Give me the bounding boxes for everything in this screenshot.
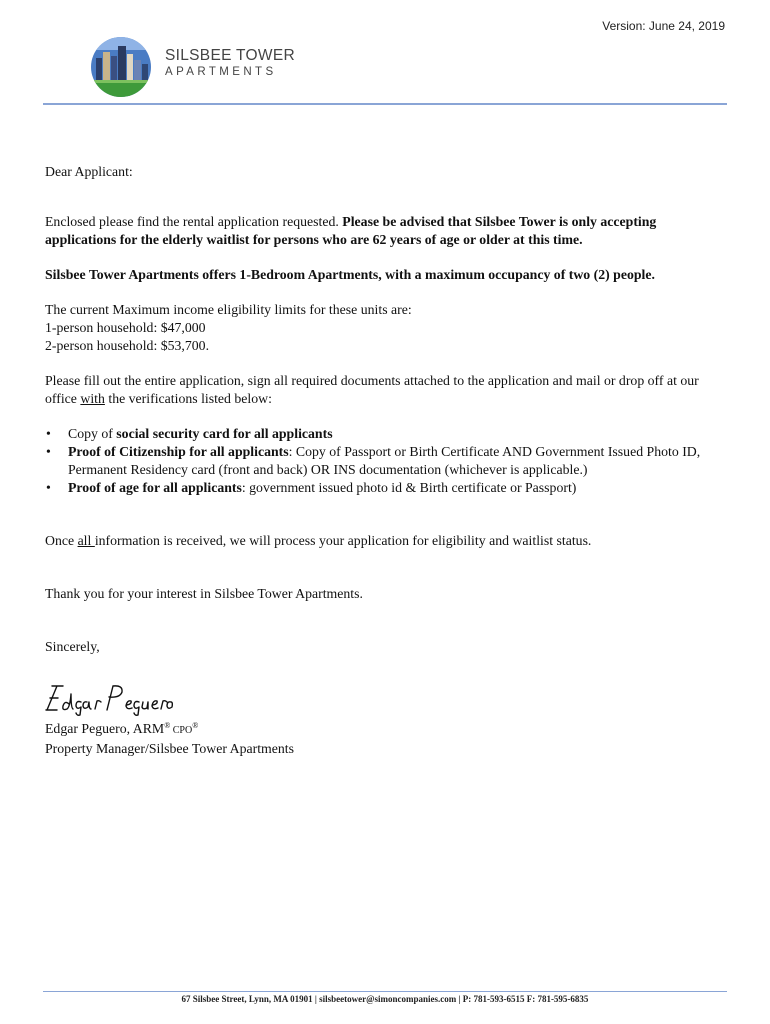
processing-text-a: Once: [45, 533, 78, 548]
bullet-icon: •: [46, 480, 51, 495]
bullet-icon: •: [46, 426, 51, 441]
registered-mark: ®: [164, 721, 171, 730]
list-item: [45, 425, 730, 443]
thank-you: Thank you for your interest in Silsbee Tower Apartments.: [45, 586, 363, 601]
greeting: Dear Applicant:: [45, 164, 133, 179]
paragraph-eligibility: [45, 213, 730, 249]
limit-one-person: 1-person household: $47,000: [45, 320, 206, 335]
header-divider: [43, 103, 727, 105]
processing-text-b: information is received, we will process your application for eligibility and waitlist status.: [94, 533, 592, 548]
footer-divider: [43, 991, 727, 992]
eligibility-notice: Please be advised that Silsbee Tower is only accepting applications for the elderly waitlist for persons who are 62 years of age or older at this time.: [45, 214, 657, 247]
signatory-name: [45, 720, 294, 740]
letter-body: [45, 163, 730, 656]
paragraph-instructions: [45, 372, 730, 408]
item-text: : government issued photo id & Birth certificate or Passport): [241, 480, 577, 495]
cpo-credential: CPO: [170, 725, 193, 736]
name-text: Edgar Peguero, ARM: [45, 721, 165, 736]
item-bold: social security card for all applicants: [116, 426, 333, 441]
item-bold: Proof of age for all applicants: [68, 480, 242, 495]
instructions-text-b: the verifications listed below:: [104, 391, 272, 406]
limit-two-person: 2-person household: $53,700.: [45, 338, 210, 353]
item-bold: Proof of Citizenship for all applicants: [68, 444, 289, 459]
city-skyline-logo-icon: [90, 36, 152, 98]
item-text: : Copy of Passport or Birth Certificate AND Government Issued Photo ID, Permanent Residency card (front and back) OR INS documentation (whichever is applicable.): [68, 444, 701, 477]
brand-name: SILSBEE TOWER: [165, 47, 295, 64]
list-item: [45, 479, 730, 497]
list-item: [45, 443, 730, 479]
brand-subtitle: APARTMENTS: [165, 66, 277, 78]
instructions-text-a: Please fill out the entire application, sign all required documents attached to the application and mail or drop off at our office: [45, 373, 699, 406]
handwritten-signature: [43, 680, 173, 716]
verification-list: [45, 425, 730, 497]
brand-wordmark: [165, 47, 295, 78]
footer-contact: 67 Silsbee Street, Lynn, MA 01901 | silsbeetower@simoncompanies.com | P: 781-593-6515 F: 781-595-6835: [181, 994, 589, 1004]
eligibility-intro: Enclosed please find the rental application requested.: [45, 214, 343, 229]
signatory-title: Property Manager/Silsbee Tower Apartments: [45, 741, 294, 756]
paragraph-occupancy: [45, 266, 730, 284]
version-date: Version: June 24, 2019: [602, 19, 725, 33]
processing-underlined: all: [77, 533, 95, 548]
paragraph-processing: [45, 532, 730, 550]
signature-block: [45, 720, 294, 758]
occupancy-notice: Silsbee Tower Apartments offers 1-Bedroom Apartments, with a maximum occupancy of two (2) people.: [45, 267, 655, 282]
limits-intro: The current Maximum income eligibility limits for these units are:: [45, 302, 412, 317]
bullet-icon: •: [46, 444, 51, 459]
item-text: Copy of: [68, 426, 117, 441]
closing: Sincerely,: [45, 639, 100, 654]
instructions-underlined: with: [80, 391, 105, 406]
registered-mark: ®: [192, 721, 199, 730]
